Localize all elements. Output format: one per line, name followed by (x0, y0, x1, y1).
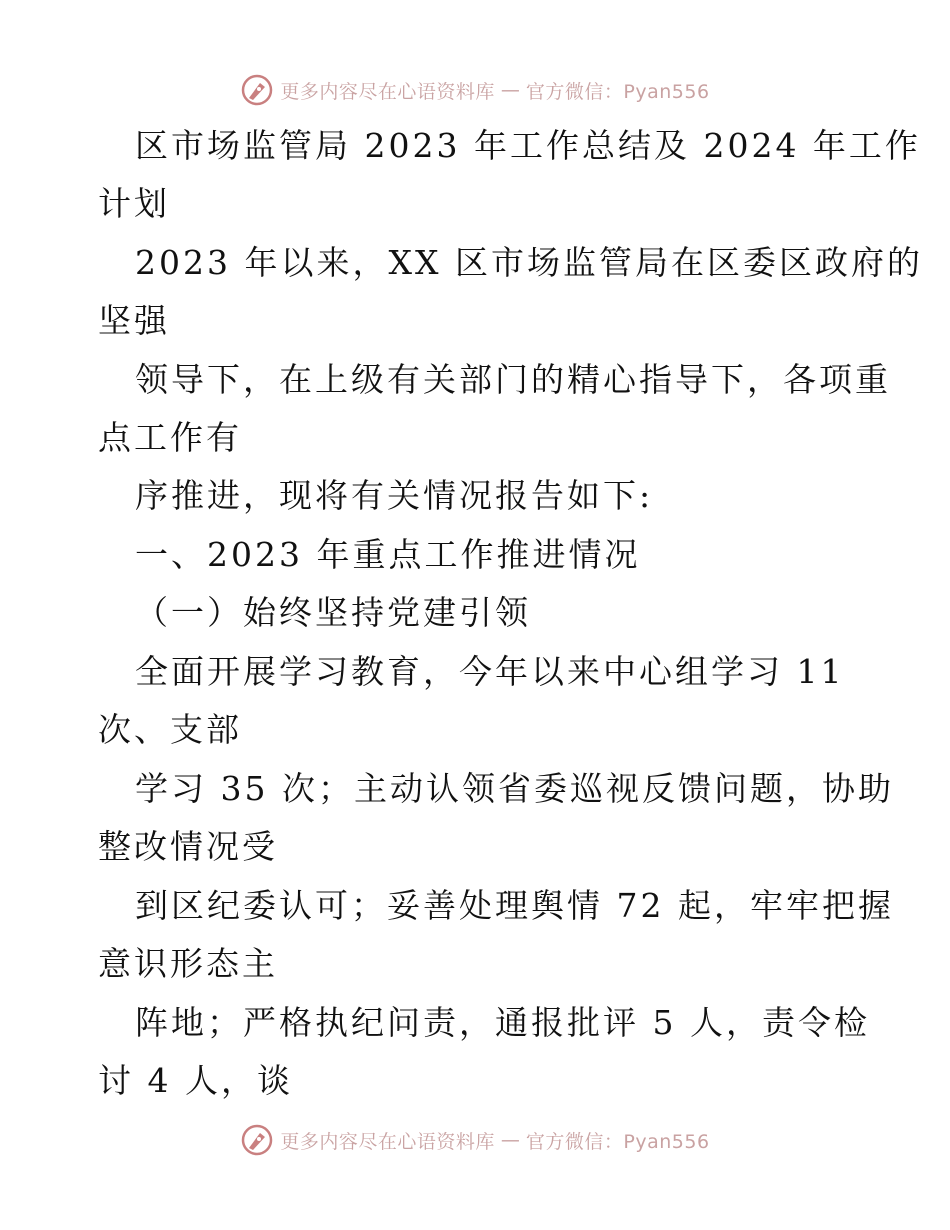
paragraph-line: 阵地；严格执纪问责，通报批评 5 人，责令检 (135, 1003, 870, 1042)
paragraph-line: 整改情况受 (98, 827, 278, 866)
paragraph-line: 坚强 (98, 301, 170, 340)
paragraph-line: 意识形态主 (98, 944, 278, 983)
header-watermark (0, 70, 950, 110)
footer-watermark (0, 1120, 950, 1160)
pen-nib-logo-icon (240, 1123, 274, 1157)
paragraph-line: 全面开展学习教育，今年以来中心组学习 11 (135, 652, 845, 691)
paragraph-line: 学习 35 次；主动认领省委巡视反馈问题，协助 (135, 769, 894, 808)
document-title-line-2: 计划 (98, 184, 170, 223)
paragraph-line: 2023 年以来，XX 区市场监管局在区委区政府的 (135, 243, 923, 282)
watermark-dash: — (500, 1129, 520, 1151)
paragraph-line: 领导下，在上级有关部门的精心指导下，各项重 (135, 360, 891, 399)
subsection-heading: （一）始终坚持党建引领 (135, 593, 531, 632)
watermark-suffix: 官方微信：Pyan556 (525, 1130, 710, 1153)
watermark-dash: — (500, 79, 520, 101)
paragraph-line: 次、支部 (98, 710, 242, 749)
section-heading: 一、2023 年重点工作推进情况 (135, 535, 641, 574)
watermark-text: 更多内容尽在心语资料库 (280, 1130, 495, 1153)
document-title-line-1: 区市场监管局 2023 年工作总结及 2024 年工作 (135, 126, 921, 165)
paragraph-line: 点工作有 (98, 418, 242, 457)
watermark-text: 更多内容尽在心语资料库 (280, 80, 495, 103)
paragraph-line: 序推进，现将有关情况报告如下: (135, 476, 654, 515)
pen-nib-logo-icon (240, 73, 274, 107)
watermark-suffix: 官方微信：Pyan556 (525, 80, 710, 103)
paragraph-line: 到区纪委认可；妥善处理舆情 72 起，牢牢把握 (135, 886, 894, 925)
paragraph-line: 讨 4 人，谈 (98, 1061, 293, 1100)
